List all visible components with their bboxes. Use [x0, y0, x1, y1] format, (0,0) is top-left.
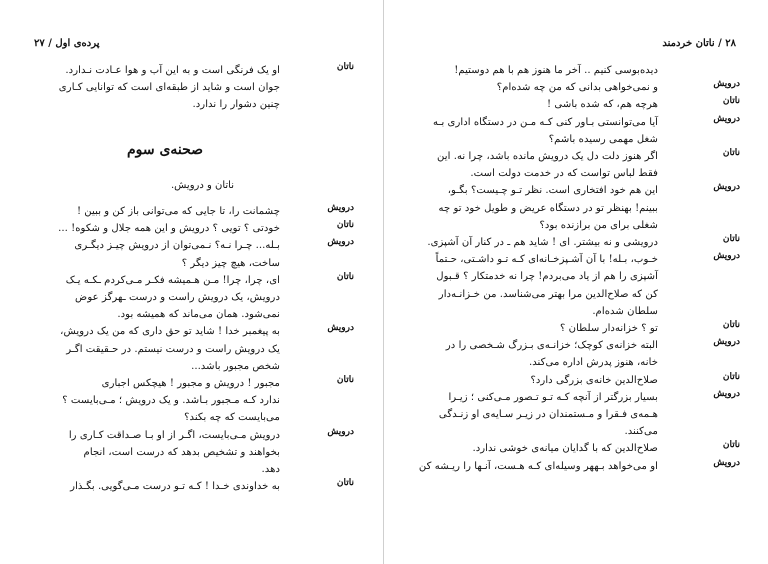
- dialogue-text: [412, 337, 658, 371]
- dialogue-line: می‌بایست که چه بکند؟: [184, 412, 280, 424]
- dialogue-row: [412, 337, 740, 371]
- dialogue-line: و نمی‌خواهی بدانی که من چه شده‌ام؟: [496, 82, 658, 94]
- dialogue-text: [30, 323, 280, 375]
- dialogue-line: درویشی و نه بیشتر. ای ! شاید هم ـ در کنار آن آشپزی.: [427, 237, 658, 249]
- dialogue-text: [30, 375, 280, 427]
- dialogue-line: تو ؟ خزانه‌دار سلطان ؟: [559, 323, 658, 335]
- dialogue-line: دهد.: [261, 464, 280, 476]
- dialogue-row: [30, 203, 354, 220]
- dialogue-row: [30, 427, 354, 479]
- dialogue-text: [412, 458, 658, 475]
- dialogue-text: [412, 96, 658, 113]
- scene-title: صحنه‌ی سوم: [126, 142, 204, 158]
- dialogue-line: صلاح‌الدین که با گدایان میانه‌ی خوشی ندارد.: [472, 443, 658, 455]
- dialogue-text: [412, 440, 658, 457]
- dialogue-line: البته خزانه‌ی کوچک؛ خزانـه‌ی بـزرگ شـخصی را در: [445, 340, 658, 352]
- dialogue-line: آیا می‌توانستی بـاور کنی کـه مـن در دستگاه اداری بـه: [433, 116, 658, 128]
- speaker-name: ناتان: [336, 62, 354, 72]
- speaker-name: درویش: [713, 388, 740, 399]
- dialogue-line: به خداوندی خـدا ! کـه تـو درست مـی‌گویی. بگـذار: [70, 481, 280, 493]
- dialogue-line: بسیار بزرگتر از آنچه کـه تـو تـصور مـی‌کنی ؛ زیـرا: [448, 391, 658, 403]
- dialogue-block: [30, 203, 354, 495]
- dialogue-text: [412, 320, 658, 337]
- dialogue-line: درویش مـی‌بایست، اگـر از او بـا صـداقت کـاری را: [68, 429, 280, 441]
- right-page: [384, 0, 768, 564]
- dialogue-row: [30, 478, 354, 495]
- speaker-name: ناتان: [336, 220, 354, 231]
- speaker-name: درویش: [713, 79, 740, 90]
- dialogue-row: [412, 148, 740, 182]
- speaker-name: ناتان: [722, 320, 740, 331]
- dialogue-row: [412, 440, 740, 457]
- dialogue-line: ساخت، هیچ چیز دیگر ؟: [181, 257, 280, 269]
- dialogue-line: ببینم! بهنظر تو در دستگاه عریض و طویل خود تو چه: [438, 202, 658, 214]
- dialogue-row: [412, 458, 740, 475]
- dialogue-line: هـمه‌ی فـقرا و مـستمندان در زیـر سـایه‌ی او زنـدگی: [438, 409, 658, 421]
- dialogue-line: خودتی ؟ تویی ؟ درویش و این همه جلال و شکوه! ...: [58, 223, 280, 235]
- dialogue-line: صلاح‌الدین خانه‌ی بزرگی دارد؟: [530, 374, 658, 386]
- dialogue-row: [30, 272, 354, 324]
- dialogue-text: [412, 148, 658, 182]
- dialogue-line: اگر هنوز دلت دل یک درویش مانده باشد، چرا نه. این: [437, 151, 658, 163]
- speaker-name: درویش: [713, 113, 740, 124]
- speaker-name: درویش: [713, 337, 740, 348]
- dialogue-line: شغلی برای من برازنده بود؟: [539, 219, 658, 231]
- dialogue-line: نمی‌شود. همان می‌ماند که همیشه بود.: [117, 309, 280, 321]
- dialogue-text: [412, 114, 658, 148]
- dialogue-block: [412, 62, 740, 475]
- dialogue-text: [30, 272, 280, 324]
- dialogue-line: شخص مجبور باشد...: [191, 360, 280, 372]
- dialogue-row: [412, 372, 740, 389]
- dialogue-row: [30, 237, 354, 271]
- dialogue-line: بـله... چـرا نـه؟ نـمی‌توان از درویش چیـز دیگـری: [74, 240, 280, 252]
- dialogue-line: خـوب، بـله! با آن آشـپزخـانه‌ای کـه تـو داشـتی، حـتماً: [435, 254, 658, 266]
- speaker-name: درویش: [327, 426, 354, 437]
- dialogue-text: [412, 251, 658, 320]
- dialogue-text: [412, 389, 658, 441]
- dialogue-block: [30, 62, 354, 114]
- dialogue-line: سلطان شده‌ام.: [592, 305, 658, 317]
- dialogue-line: به پیغمبر خدا ! شاید تو حق داری که من یک درویش،: [60, 326, 280, 338]
- dialogue-line: جوان است و شاید از طبقه‌ای است که توانایی کـاری: [58, 82, 280, 94]
- dialogue-row: [412, 79, 740, 96]
- speaker-name: درویش: [713, 457, 740, 468]
- speaker-name: درویش: [327, 237, 354, 248]
- dialogue-line: هرچه هم، که شده باشی !: [547, 99, 658, 111]
- dialogue-row: [412, 96, 740, 113]
- dialogue-line: فقط لباس تواست که در خدمت دولت است.: [470, 168, 658, 180]
- speaker-name: ناتان: [722, 440, 740, 451]
- dialogue-row: [30, 220, 354, 237]
- stage-direction: ناتان و درویش.: [170, 180, 234, 191]
- dialogue-line: خانه، هنوز پدرش اداره می‌کند.: [528, 357, 658, 369]
- speaker-name: درویش: [713, 182, 740, 193]
- page-header: پرده‌ی اول / ۲۷: [34, 38, 100, 49]
- dialogue-text: [30, 203, 280, 220]
- dialogue-text: [30, 237, 280, 271]
- dialogue-text: [412, 182, 658, 234]
- dialogue-line: چشمانت را، تا جایی که می‌توانی باز کن و ببین !: [76, 206, 280, 217]
- dialogue-line: ای، چرا، چرا! مـن هـمیشه فکـر مـی‌کردم ـکـه یـک: [65, 274, 280, 286]
- speaker-name: ناتان: [336, 478, 354, 489]
- dialogue-row: [412, 320, 740, 337]
- dialogue-row: [412, 62, 740, 79]
- dialogue-text: [30, 220, 280, 237]
- speaker-name: ناتان: [722, 96, 740, 107]
- dialogue-line: چنین دشوار را ندارد.: [192, 99, 280, 111]
- dialogue-row: [30, 62, 354, 114]
- dialogue-row: [412, 389, 740, 441]
- speaker-name: درویش: [327, 323, 354, 334]
- dialogue-text: [412, 234, 658, 251]
- dialogue-line: بخواهند و تشخیص بدهد که درست است، انجام: [83, 446, 280, 458]
- dialogue-text: [412, 62, 658, 79]
- speaker-name: ناتان: [722, 148, 740, 159]
- dialogue-line: آشپزی را هم از یاد می‌بردم! چرا نه خدمتکار ؟ قـبول: [436, 271, 658, 283]
- dialogue-row: [30, 323, 354, 375]
- dialogue-line: ندارد کـه مـجبور بـاشد. و یک درویش ؛ مـی‌بایست ؟: [62, 395, 280, 407]
- speaker-name: ناتان: [336, 375, 354, 386]
- dialogue-line: کن که صلاح‌الدین مرا بهتر می‌شناسد. من خـزانـه‌دار: [438, 288, 658, 300]
- dialogue-line: می‌کنند.: [624, 426, 658, 438]
- dialogue-text: [412, 372, 658, 389]
- dialogue-row: [412, 251, 740, 320]
- speaker-name: درویش: [327, 203, 354, 213]
- dialogue-text: [30, 427, 280, 479]
- dialogue-line: مجبور ! درویش و مجبور ! هیچکس اجباری: [101, 378, 280, 390]
- dialogue-line: دیده‌بوسی کنیم .. آخر ما هنوز هم با هم دوستیم!: [454, 65, 658, 76]
- speaker-name: ناتان: [722, 371, 740, 382]
- dialogue-text: [30, 478, 280, 495]
- dialogue-line: درویش، یک درویش راست و درست ـهرگز عوض: [75, 292, 280, 304]
- dialogue-row: [412, 114, 740, 148]
- dialogue-line: او یک فرنگی است و به این آب و هوا عـادت نـدارد.: [65, 65, 280, 76]
- dialogue-line: این هم خود افتخاری است. نظر تـو چـیست؟ بگـو،: [447, 185, 658, 197]
- dialogue-text: [412, 79, 658, 96]
- page-header: ۲۸ / ناتان خردمند: [662, 38, 736, 49]
- dialogue-line: یک درویش راست و درست نیستم. در حـقیقت اگـر: [66, 343, 280, 355]
- speaker-name: درویش: [713, 251, 740, 262]
- dialogue-text: [30, 62, 280, 114]
- speaker-name: ناتان: [336, 271, 354, 282]
- dialogue-line: شغل مهمی رسیده باشم؟: [548, 133, 658, 145]
- dialogue-row: [412, 234, 740, 251]
- dialogue-row: [30, 375, 354, 427]
- dialogue-row: [412, 182, 740, 234]
- speaker-name: ناتان: [722, 234, 740, 245]
- dialogue-line: او می‌خواهد بـههر وسیله‌ای کـه هـست، آنـها را ریـشه کن: [418, 460, 658, 472]
